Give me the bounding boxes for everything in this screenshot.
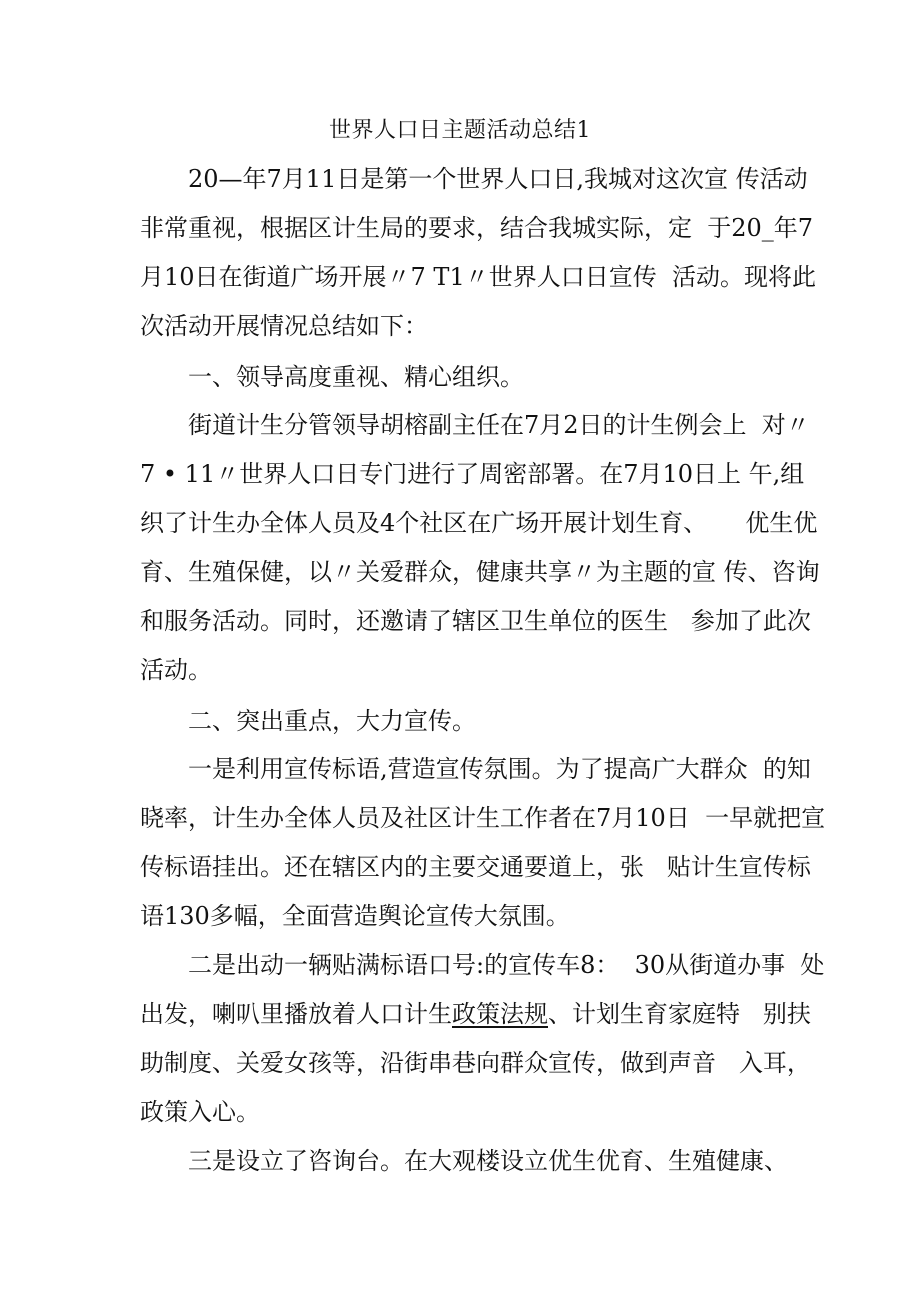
paragraph-line: 一是利用宣传标语,营造宣传氛围。为了提高广大群众 的知 xyxy=(188,755,811,783)
paragraph-line: 织了计生办全体人员及4个社区在广场开展计划生育、 优生优 xyxy=(140,509,818,537)
paragraph-line: 三是设立了咨询台。在大观楼设立优生优育、生殖健康、 xyxy=(188,1147,788,1175)
section-heading: 一、领导高度重视、精心组织。 xyxy=(188,363,524,391)
paragraph-line: 活动。 xyxy=(140,656,212,684)
paragraph-line: 传标语挂出。还在辖区内的主要交通要道上，张 贴计生宣传标 xyxy=(140,853,811,881)
document-title: 世界人口日主题活动总结1 xyxy=(329,118,591,143)
paragraph-line xyxy=(140,997,811,1031)
line-text: 出发，喇叭里播放着人口计生 xyxy=(140,1000,452,1028)
paragraph-line: 语130多幅，全面营造舆论宣传大氛围。 xyxy=(140,902,570,930)
paragraph-line: 育、生殖保健，以〃关爱群众，健康共享〃为主题的宣 传、咨询 xyxy=(140,558,820,586)
paragraph-line: 20—年7月11日是第一个世界人口日,我城对这次宣 传活动 xyxy=(188,165,808,193)
paragraph-line: 晓率，计生办全体人员及社区计生工作者在7月10日 一早就把宣 xyxy=(140,804,826,832)
paragraph-line: 街道计生分管领导胡榕副主任在7月2日的计生例会上 对〃 xyxy=(188,411,810,439)
paragraph-line: 7 • 11〃世界人口日专门进行了周密部署。在7月10日上 午,组 xyxy=(140,460,805,488)
paragraph-line: 二是出动一辆贴满标语口号:的宣传车8： 30从街道办事 处 xyxy=(188,951,825,979)
paragraph-line: 助制度、关爱女孩等，沿街串巷向群众宣传，做到声音 入耳， xyxy=(140,1049,811,1077)
underlined-phrase: 政策法规 xyxy=(452,1000,548,1028)
line-text: 、计划生育家庭特 别扶 xyxy=(548,1000,811,1028)
paragraph-line: 月10日在街道广场开展〃7 T1〃世界人口日宣传 活动。现将此 xyxy=(140,263,816,291)
section-heading: 二、突出重点，大力宣传。 xyxy=(188,707,476,735)
paragraph-line: 非常重视，根据区计生局的要求，结合我城实际，定 于20_年7 xyxy=(140,214,814,242)
paragraph-line: 和服务活动。同时，还邀请了辖区卫生单位的医生 参加了此次 xyxy=(140,607,811,635)
paragraph-line: 次活动开展情况总结如下： xyxy=(140,312,428,340)
paragraph-line: 政策入心。 xyxy=(140,1098,260,1126)
